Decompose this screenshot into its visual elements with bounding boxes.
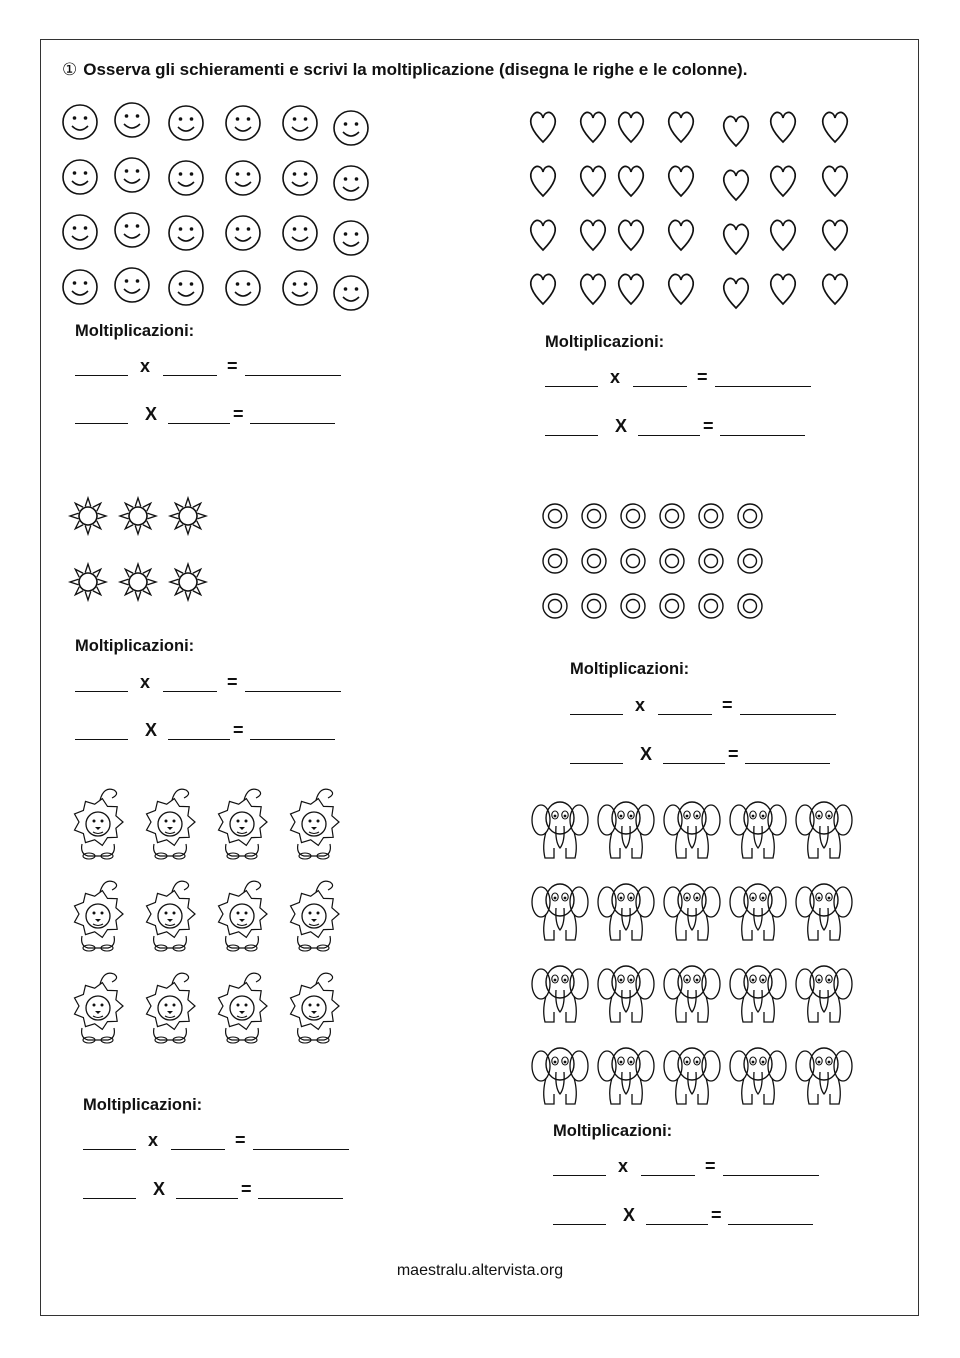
times-sign: X	[640, 744, 653, 764]
answer-blank[interactable]	[723, 1157, 819, 1176]
answer-blank[interactable]	[570, 696, 623, 715]
times-sign: X	[615, 416, 628, 436]
answer-blank[interactable]	[545, 417, 598, 436]
answer-blank[interactable]	[553, 1206, 606, 1225]
times-sign: X	[145, 404, 158, 424]
instruction-title	[62, 60, 747, 80]
answer-blank[interactable]	[633, 368, 687, 387]
answer-blank[interactable]	[176, 1180, 238, 1199]
equals-sign: =	[722, 695, 733, 715]
answer-blank[interactable]	[245, 357, 341, 376]
footer-website: maestralu.altervista.org	[396, 1262, 564, 1279]
times-sign: x	[140, 672, 151, 692]
answer-blank[interactable]	[163, 673, 217, 692]
answer-blank[interactable]	[638, 417, 700, 436]
answer-blank[interactable]	[253, 1131, 349, 1150]
answer-blank[interactable]	[171, 1131, 225, 1150]
equals-sign: =	[711, 1205, 722, 1225]
equals-sign: =	[227, 356, 238, 376]
equals-sign: =	[705, 1156, 716, 1176]
equals-sign: =	[233, 720, 244, 740]
times-sign: X	[145, 720, 158, 740]
multiplication-label-hearts: Moltiplicazioni:	[545, 333, 665, 351]
answer-blank[interactable]	[83, 1180, 136, 1199]
multiplication-label-suns: Moltiplicazioni:	[75, 637, 195, 655]
times-sign: X	[153, 1179, 166, 1199]
exercise-number: ①	[62, 60, 78, 80]
answer-blank[interactable]	[545, 368, 598, 387]
answer-blank[interactable]	[75, 357, 128, 376]
answer-blank[interactable]	[75, 673, 128, 692]
answer-blank[interactable]	[641, 1157, 695, 1176]
times-sign: x	[610, 367, 621, 387]
equals-sign: =	[703, 416, 714, 436]
answer-blank[interactable]	[553, 1157, 606, 1176]
times-sign: x	[140, 356, 151, 376]
answer-blank[interactable]	[745, 745, 830, 764]
multiplication-label-elephants: Moltiplicazioni:	[553, 1122, 673, 1140]
equals-sign: =	[241, 1179, 252, 1199]
multiplication-label-lions: Moltiplicazioni:	[83, 1096, 203, 1114]
answer-blank[interactable]	[663, 745, 725, 764]
equals-sign: =	[697, 367, 708, 387]
answer-blank[interactable]	[75, 721, 128, 740]
equals-sign: =	[728, 744, 739, 764]
answer-blank[interactable]	[168, 721, 230, 740]
answer-blank[interactable]	[250, 405, 335, 424]
answer-blank[interactable]	[258, 1180, 343, 1199]
answer-blank[interactable]	[245, 673, 341, 692]
equals-sign: =	[233, 404, 244, 424]
times-sign: X	[623, 1205, 636, 1225]
multiplication-label-circles: Moltiplicazioni:	[570, 660, 690, 678]
answer-blank[interactable]	[720, 417, 805, 436]
times-sign: x	[148, 1130, 159, 1150]
times-sign: x	[635, 695, 646, 715]
instruction-text: Osserva gli schieramenti e scrivi la moltiplicazione (disegna le righe e le colonne).	[83, 60, 748, 79]
answer-blank[interactable]	[75, 405, 128, 424]
answer-blank[interactable]	[570, 745, 623, 764]
answer-blank[interactable]	[740, 696, 836, 715]
equals-sign: =	[235, 1130, 246, 1150]
answer-blank[interactable]	[715, 368, 811, 387]
answer-blank[interactable]	[168, 405, 230, 424]
times-sign: x	[618, 1156, 629, 1176]
answer-blank[interactable]	[658, 696, 712, 715]
answer-blank[interactable]	[83, 1131, 136, 1150]
answer-blank[interactable]	[250, 721, 335, 740]
multiplication-label-smileys: Moltiplicazioni:	[75, 322, 195, 340]
equals-sign: =	[227, 672, 238, 692]
answer-blank[interactable]	[728, 1206, 813, 1225]
answer-blank[interactable]	[646, 1206, 708, 1225]
answer-blank[interactable]	[163, 357, 217, 376]
